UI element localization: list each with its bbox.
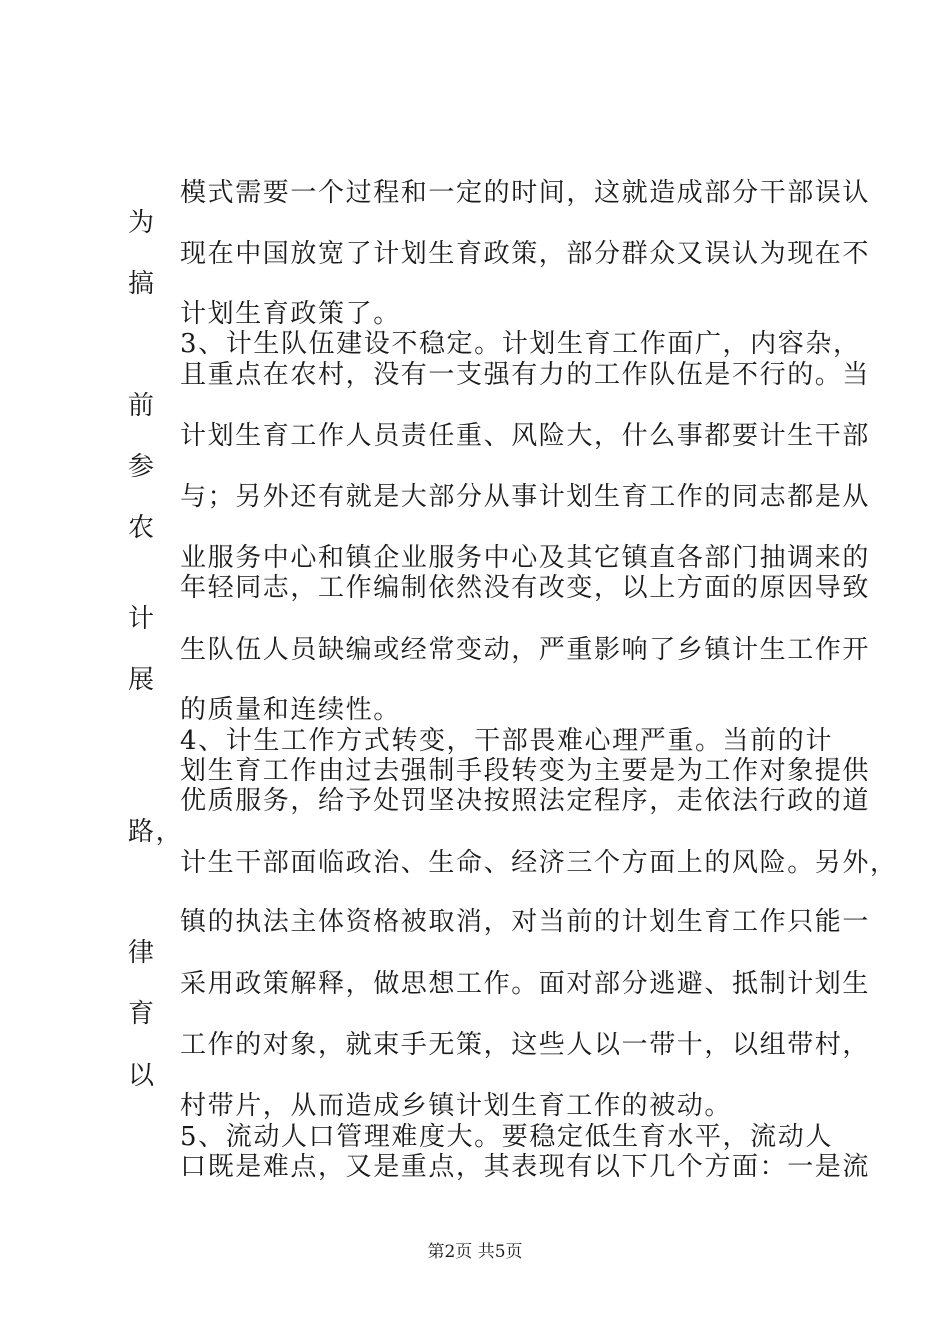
text-line: 模式需要一个过程和一定的时间，这就造成部分干部误认 <box>180 178 871 208</box>
text-line: 与；另外还有就是大部分从事计划生育工作的同志都是从 <box>180 482 871 512</box>
text-line: 计划生育政策了。 <box>180 299 401 329</box>
text-line: 业服务中心和镇企业服务中心及其它镇直各部门抽调来的 <box>180 543 871 573</box>
text-line: 年轻同志，工作编制依然没有改变，以上方面的原因导致 <box>180 573 871 603</box>
text-line-overflow: 展 <box>128 665 156 695</box>
text-line: 村带片，从而造成乡镇计划生育工作的被动。 <box>180 1091 733 1121</box>
text-line: 的质量和连续性。 <box>180 695 401 725</box>
text-line-overflow: 计 <box>128 604 156 634</box>
text-line: 4、计生工作方式转变，干部畏难心理严重。当前的计 <box>180 726 833 756</box>
text-line-overflow: 以 <box>128 1061 156 1091</box>
text-line: 采用政策解释，做思想工作。面对部分逃避、抵制计划生 <box>180 969 871 999</box>
text-line: 计生干部面临政治、生命、经济三个方面上的风险。另外， <box>180 848 898 878</box>
text-line: 3、计生队伍建设不稳定。计划生育工作面广，内容杂， <box>180 329 861 359</box>
text-line-overflow: 搞 <box>128 269 156 299</box>
text-line: 口既是难点，又是重点，其表现有以下几个方面：一是流 <box>180 1152 871 1182</box>
text-line-overflow: 为 <box>128 208 156 238</box>
text-line: 现在中国放宽了计划生育政策，部分群众又误认为现在不 <box>180 239 871 269</box>
text-line-overflow: 路， <box>128 817 184 847</box>
text-line-overflow: 前 <box>128 391 156 421</box>
page-number: 第2页 共5页 <box>427 1242 523 1262</box>
text-line-overflow: 参 <box>128 452 156 482</box>
text-line: 且重点在农村，没有一支强有力的工作队伍是不行的。当 <box>180 360 871 390</box>
text-line: 5、流动人口管理难度大。要稳定低生育水平，流动人 <box>180 1122 833 1152</box>
text-line: 优质服务，给予处罚坚决按照法定程序，走依法行政的道 <box>180 786 871 816</box>
text-line: 计划生育工作人员责任重、风险大，什么事都要计生干部 <box>180 421 871 451</box>
text-line-overflow: 育 <box>128 999 156 1029</box>
text-line: 划生育工作由过去强制手段转变为主要是为工作对象提供 <box>180 756 871 786</box>
text-line-overflow: 农 <box>128 513 156 543</box>
text-line-overflow: 律 <box>128 938 156 968</box>
text-line: 镇的执法主体资格被取消，对当前的计划生育工作只能一 <box>180 907 871 937</box>
text-line: 生队伍人员缺编或经常变动，严重影响了乡镇计生工作开 <box>180 635 871 665</box>
text-line: 工作的对象，就束手无策，这些人以一带十，以组带村， <box>180 1030 871 1060</box>
